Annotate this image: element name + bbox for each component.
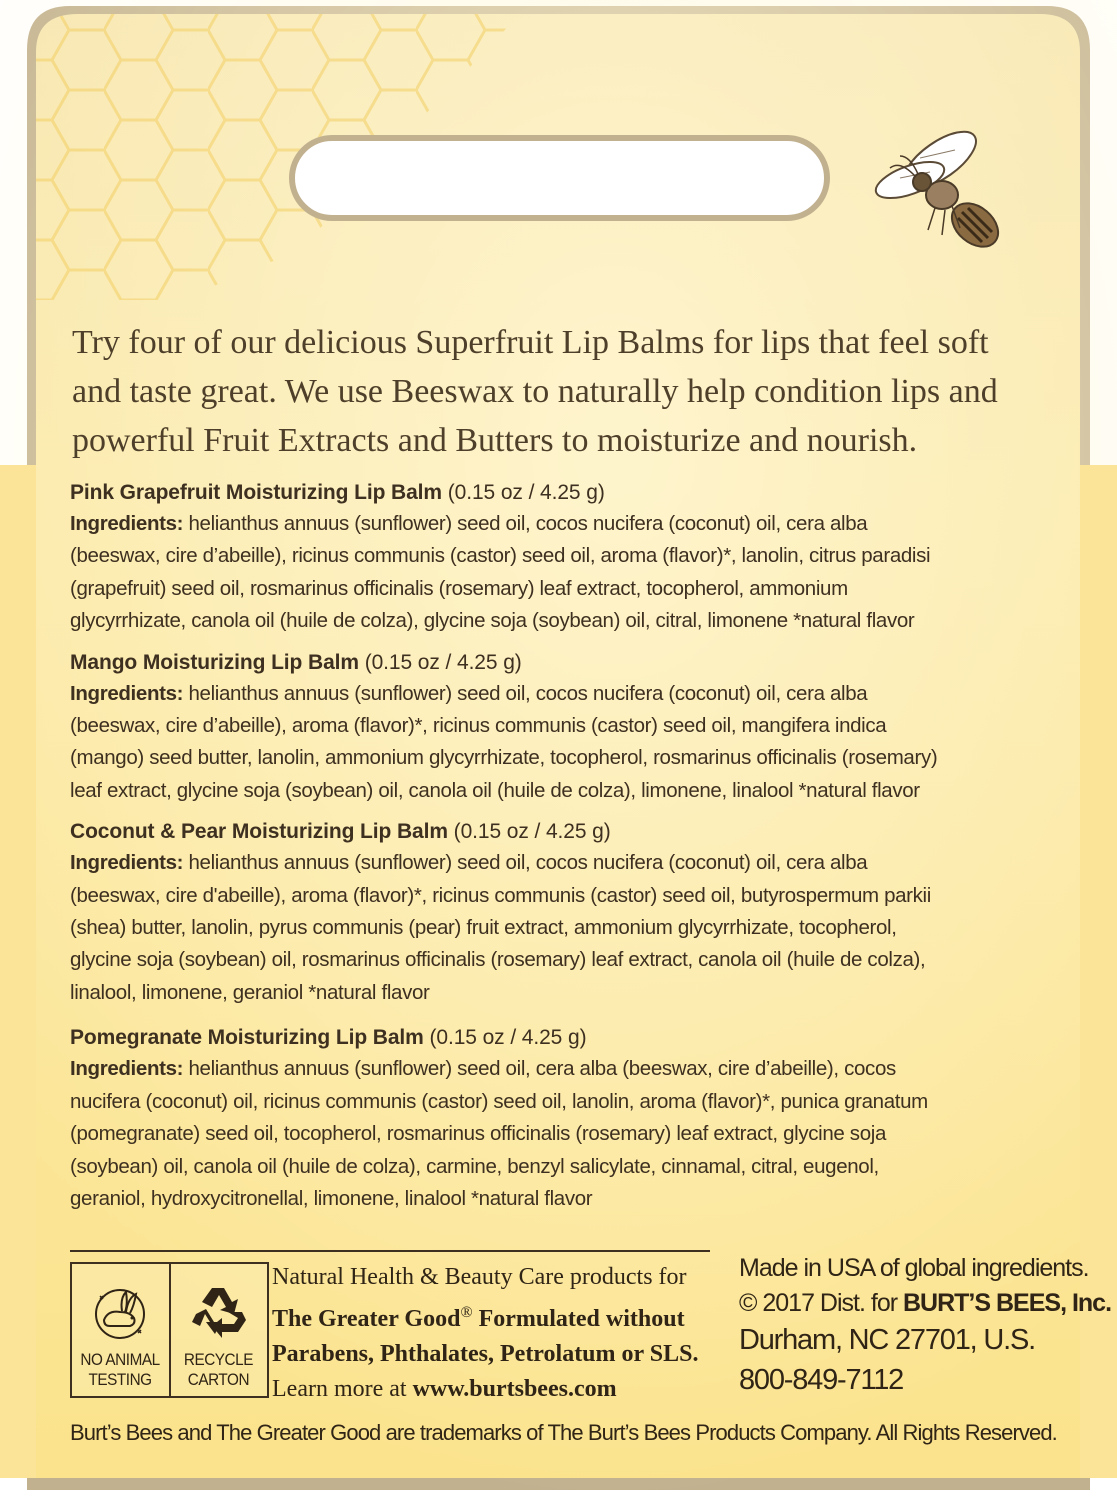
claims-line: [272, 1295, 722, 1337]
hang-hole: [292, 138, 827, 218]
brand-claims: [272, 1260, 722, 1407]
bunny-icon: [90, 1282, 150, 1342]
product-pink-grapefruit: [70, 478, 1060, 638]
product-size: (0.15 oz / 4.25 g): [429, 1026, 587, 1050]
badge-recycle-carton: [169, 1264, 268, 1396]
ingredients-line: (beeswax, cire d’abeille), ricinus communis (castor) seed oil, aroma (flavor)*, lanolin, citrus paradisi: [70, 544, 931, 568]
badge-label: [81, 1350, 160, 1390]
ingredients-line: nucifera (coconut) oil, ricinus communis (castor) seed oil, lanolin, aroma (flavor)*, punica granatum: [70, 1089, 928, 1113]
product-name: Pomegranate Moisturizing Lip Balm: [70, 1026, 424, 1050]
product-ingredients: [70, 847, 1060, 1009]
ingredients-label: Ingredients:: [70, 681, 184, 705]
ingredients-line: helianthus annuus (sunflower) seed oil, cera alba (beeswax, cire d’abeille), cocos: [183, 1057, 896, 1081]
product-ingredients: [70, 678, 1060, 808]
product-pomegranate: [70, 1023, 1060, 1215]
phone-number: 800-849-7112: [739, 1364, 904, 1396]
product-header: [70, 817, 1060, 847]
brand-name: BURT’S BEES, Inc.: [903, 1289, 1112, 1317]
product-ingredients: [70, 508, 1060, 638]
badge-label-line: NO ANIMAL: [80, 1350, 160, 1369]
made-in-usa: Made in USA of global ingredients.: [739, 1254, 1089, 1282]
intro-line: powerful Fruit Extracts and Butters to moisturize and nourish.: [72, 422, 918, 459]
ingredients-line: glycyrrhizate, canola oil (huile de colza), glycine soja (soybean) oil, citral, limonene *natural flavor: [70, 609, 915, 633]
ingredients-line: geraniol, hydroxycitronellal, limonene, linalool *natural flavor: [70, 1186, 593, 1210]
ingredients-line: (shea) butter, lanolin, pyrus communis (pear) fruit extract, ammonium glycyrrhizate, tocopherol,: [70, 916, 897, 940]
badge-label-line: RECYCLE: [184, 1350, 254, 1369]
ingredients-line: linalool, limonene, geraniol *natural flavor: [70, 980, 430, 1004]
ingredients-line: (soybean) oil, canola oil (huile de colza), carmine, benzyl salicylate, cinnamal, citral, eugenol,: [70, 1154, 879, 1178]
copyright-prefix: © 2017 Dist. for: [739, 1289, 903, 1317]
product-name: Mango Moisturizing Lip Balm: [70, 650, 359, 674]
distributor-info: [739, 1250, 1112, 1400]
claims-line: [272, 1372, 722, 1407]
greater-good-label: The Greater Good: [272, 1306, 461, 1332]
badge-no-animal-testing: [72, 1264, 169, 1396]
footer-divider: [70, 1250, 710, 1252]
recycle-icon: [188, 1282, 250, 1342]
ingredients-line: (grapefruit) seed oil, rosmarinus officinalis (rosemary) leaf extract, tocopherol, ammonium: [70, 576, 848, 600]
ingredients-line: (beeswax, cire d’abeille), aroma (flavor)*, ricinus communis (castor) seed oil, mangifera indica: [70, 714, 887, 738]
product-header: [70, 1023, 1060, 1053]
product-name: Pink Grapefruit Moisturizing Lip Balm: [70, 481, 442, 504]
badge-label-line: CARTON: [188, 1370, 250, 1389]
product-header: [70, 648, 1060, 678]
ingredients-line: glycine soja (soybean) oil, rosmarinus officinalis (rosemary) leaf extract, canola oil (huile de colza),: [70, 948, 926, 972]
learn-more-label: Learn more at: [272, 1376, 413, 1402]
copyright-line: [739, 1286, 1112, 1320]
ingredients-line: helianthus annuus (sunflower) seed oil, cocos nucifera (coconut) oil, cera alba: [183, 512, 868, 535]
badge-box: [70, 1262, 269, 1398]
product-coconut-pear: [70, 817, 1060, 1009]
product-size: (0.15 oz / 4.25 g): [447, 481, 605, 504]
intro-line: and taste great. We use Beeswax to naturally help condition lips and: [72, 373, 998, 410]
ingredients-line: (pomegranate) seed oil, tocopherol, rosmarinus officinalis (rosemary) leaf extract, glycine soja: [70, 1122, 887, 1146]
intro-line: Try four of our delicious Superfruit Lip Balms for lips that feel soft: [72, 324, 989, 361]
product-header: [70, 478, 1060, 508]
badge-label-line: TESTING: [88, 1370, 152, 1389]
bee-icon: [870, 120, 1020, 270]
ingredients-line: leaf extract, glycine soja (soybean) oil, canola oil (huile de colza), limonene, linalool *natural flavor: [70, 778, 920, 802]
product-name: Coconut & Pear Moisturizing Lip Balm: [70, 820, 448, 844]
intro-text: [72, 318, 1072, 465]
formulated-label: Formulated without: [472, 1306, 685, 1332]
ingredients-line: (beeswax, cire d'abeille), aroma (flavor)*, ricinus communis (castor) seed oil, butyrospermum parkii: [70, 883, 931, 907]
claims-line: Natural Health & Beauty Care products for: [272, 1264, 687, 1290]
badge-label: [184, 1350, 253, 1390]
ingredients-line: helianthus annuus (sunflower) seed oil, cocos nucifera (coconut) oil, cera alba: [183, 681, 868, 705]
product-mango: [70, 648, 1060, 808]
ingredients-line: (mango) seed butter, lanolin, ammonium glycyrrhizate, tocopherol, rosmarinus officinalis (rosemary): [70, 746, 938, 770]
ingredients-line: helianthus annuus (sunflower) seed oil, cocos nucifera (coconut) oil, cera alba: [183, 851, 868, 875]
product-size: (0.15 oz / 4.25 g): [453, 820, 611, 844]
product-list: [70, 478, 1060, 1225]
website-link[interactable]: www.burtsbees.com: [412, 1376, 617, 1402]
address-line: Durham, NC 27701, U.S.: [739, 1324, 1035, 1356]
ingredients-label: Ingredients:: [70, 851, 184, 875]
ingredients-label: Ingredients:: [70, 1057, 184, 1081]
product-ingredients: [70, 1053, 1060, 1215]
trademark-notice: Burt’s Bees and The Greater Good are trademarks of The Burt’s Bees Products Company. All Rights Reserved.: [70, 1420, 1057, 1445]
product-size: (0.15 oz / 4.25 g): [364, 650, 522, 674]
ingredients-label: Ingredients:: [70, 512, 184, 535]
registered-mark: ®: [460, 1304, 473, 1321]
claims-line: Parabens, Phthalates, Petrolatum or SLS.: [272, 1341, 699, 1367]
